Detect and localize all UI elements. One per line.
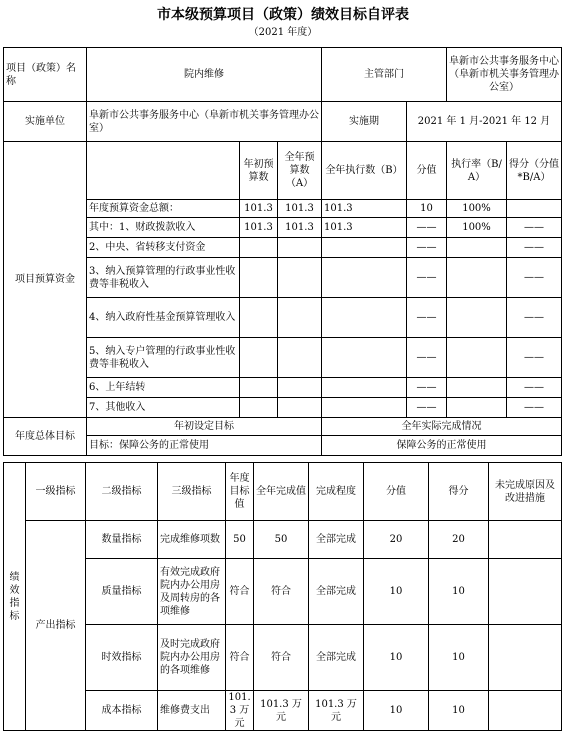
indicator-col-header: 分值	[364, 463, 429, 521]
budget-col-header: 得分（分值*B/A）	[507, 142, 562, 200]
budget-section-label: 项目预算资金	[4, 142, 87, 418]
budget-row-label: 4、纳入政府性基金预算管理收入	[87, 298, 240, 338]
budget-cell: ——	[407, 258, 447, 298]
budget-cell	[322, 258, 407, 298]
budget-cell	[278, 398, 322, 418]
impl-period-value: 2021 年 1 月-2021 年 12 月	[407, 102, 562, 142]
budget-cell: 100%	[447, 200, 507, 218]
impl-period-label: 实施期	[322, 102, 407, 142]
indicator-l2: 质量指标	[86, 559, 158, 625]
indicator-level1: 产出指标	[26, 521, 86, 731]
indicator-col-header: 一级指标	[26, 463, 86, 521]
budget-col-header: 全年执行数（B）	[322, 142, 407, 200]
budget-cell	[447, 378, 507, 398]
budget-cell	[447, 398, 507, 418]
impl-unit-value: 阜新市公共事务服务中心（阜新市机关事务管理办公室）	[87, 102, 322, 142]
indicator-reason	[489, 691, 562, 731]
budget-cell: 100%	[447, 218, 507, 238]
indicator-reason	[489, 625, 562, 691]
budget-cell: 101.3	[322, 200, 407, 218]
budget-cell: 101.3	[240, 218, 278, 238]
indicator-degree: 全部完成	[309, 521, 364, 559]
goals-actual-value: 保障公务的正常使用	[322, 436, 562, 456]
budget-cell: ——	[507, 218, 562, 238]
indicator-target: 符合	[226, 625, 254, 691]
table-row	[4, 338, 562, 378]
dept-label: 主管部门	[322, 48, 447, 102]
budget-cell	[322, 338, 407, 378]
budget-col-header: 分值	[407, 142, 447, 200]
budget-row-label: 7、其他收入	[87, 398, 240, 418]
budget-cell: 101.3	[240, 200, 278, 218]
indicator-l3: 维修费支出	[158, 691, 226, 731]
budget-cell: ——	[507, 238, 562, 258]
indicator-target: 50	[226, 521, 254, 559]
budget-cell	[507, 200, 562, 218]
goals-actual-label: 全年实际完成情况	[322, 418, 562, 436]
table-row	[4, 398, 562, 418]
budget-cell	[322, 298, 407, 338]
indicator-col-header: 三级指标	[158, 463, 226, 521]
budget-cell	[447, 298, 507, 338]
document-subtitle: （2021 年度）	[248, 27, 318, 38]
budget-header-blank	[87, 142, 240, 200]
budget-row-label: 5、纳入专户管理的行政事业性收费等非税收入	[87, 338, 240, 378]
indicator-score-value: 10	[364, 625, 429, 691]
indicator-col-header: 完成程度	[309, 463, 364, 521]
table-row	[4, 238, 562, 258]
budget-cell	[278, 298, 322, 338]
indicator-score: 20	[429, 521, 489, 559]
impl-unit-label: 实施单位	[4, 102, 87, 142]
budget-cell	[322, 238, 407, 258]
budget-cell: ——	[407, 218, 447, 238]
table-row	[4, 200, 562, 218]
budget-row-label: 2、中央、省转移支付资金	[87, 238, 240, 258]
budget-cell: ——	[407, 298, 447, 338]
budget-cell	[447, 338, 507, 378]
budget-cell: 101.3	[322, 218, 407, 238]
budget-cell: ——	[507, 378, 562, 398]
budget-col-header: 年初预算数	[240, 142, 278, 200]
budget-cell: ——	[507, 298, 562, 338]
indicator-col-header: 得分	[429, 463, 489, 521]
budget-row-label: 其中：1、财政拨款收入	[87, 218, 240, 238]
table-row	[4, 521, 562, 559]
dept-value: 阜新市公共事务服务中心（阜新市机关事务管理办公室）	[447, 48, 562, 102]
indicator-target: 101.3 万元	[226, 691, 254, 731]
indicator-col-header: 未完成原因及改进措施	[489, 463, 562, 521]
budget-cell	[240, 298, 278, 338]
table-row	[4, 298, 562, 338]
indicator-l3: 及时完成政府院内办公用房的各项维修	[158, 625, 226, 691]
indicator-actual: 50	[254, 521, 309, 559]
table-row	[4, 258, 562, 298]
budget-cell	[240, 338, 278, 378]
indicator-l2: 数量指标	[86, 521, 158, 559]
indicator-l2: 成本指标	[86, 691, 158, 731]
budget-cell: ——	[507, 338, 562, 378]
project-name: 院内维修	[87, 48, 322, 102]
indicator-actual: 符合	[254, 559, 309, 625]
indicator-score-value: 10	[364, 559, 429, 625]
budget-row-label: 年度预算资金总额：	[87, 200, 240, 218]
budget-cell	[447, 238, 507, 258]
indicator-col-header: 年度目标值	[226, 463, 254, 521]
table-row	[4, 625, 562, 691]
indicator-target: 符合	[226, 559, 254, 625]
budget-cell: 101.3	[278, 218, 322, 238]
indicator-reason	[489, 521, 562, 559]
budget-cell	[322, 398, 407, 418]
indicator-actual: 101.3 万元	[254, 691, 309, 731]
budget-cell	[278, 238, 322, 258]
indicator-score: 10	[429, 691, 489, 731]
indicator-score-value: 10	[364, 691, 429, 731]
budget-col-header: 全年预算数（A）	[278, 142, 322, 200]
budget-row-label: 6、上年结转	[87, 378, 240, 398]
document-title: 市本级预算项目（政策）绩效目标自评表	[157, 7, 409, 23]
indicator-score: 10	[429, 559, 489, 625]
project-name-label: 项目（政策）名称	[4, 48, 87, 102]
indicators-vertical-label: 绩效指标	[4, 463, 26, 731]
indicator-col-header: 全年完成值	[254, 463, 309, 521]
indicator-table	[3, 462, 562, 731]
goals-initial-label: 年初设定目标	[87, 418, 322, 436]
budget-cell	[278, 338, 322, 378]
goals-initial-value: 目标：保障公务的正常使用	[87, 436, 322, 456]
table-row	[4, 691, 562, 731]
budget-cell: ——	[407, 338, 447, 378]
budget-cell: ——	[407, 238, 447, 258]
budget-cell: 10	[407, 200, 447, 218]
budget-table	[3, 47, 562, 456]
budget-cell	[240, 258, 278, 298]
indicator-l3: 有效完成政府院内办公用房及周转房的各项维修	[158, 559, 226, 625]
budget-cell: ——	[407, 398, 447, 418]
indicator-degree: 全部完成	[309, 625, 364, 691]
indicator-reason	[489, 559, 562, 625]
budget-cell	[240, 238, 278, 258]
budget-cell	[240, 378, 278, 398]
budget-cell: 101.3	[278, 200, 322, 218]
goals-section-label: 年度总体目标	[4, 418, 87, 456]
indicator-actual: 符合	[254, 625, 309, 691]
indicator-l2: 时效指标	[86, 625, 158, 691]
table-row	[4, 218, 562, 238]
budget-cell: ——	[407, 378, 447, 398]
budget-cell: ——	[507, 398, 562, 418]
budget-cell	[447, 258, 507, 298]
indicator-degree: 全部完成	[309, 559, 364, 625]
budget-cell	[322, 378, 407, 398]
budget-cell: ——	[507, 258, 562, 298]
budget-col-header: 执行率（B/A）	[447, 142, 507, 200]
indicator-degree: 101.3 万元	[309, 691, 364, 731]
budget-cell	[278, 258, 322, 298]
indicator-col-header: 二级指标	[86, 463, 158, 521]
indicator-score: 10	[429, 625, 489, 691]
indicator-l3: 完成维修项数	[158, 521, 226, 559]
budget-row-label: 3、纳入预算管理的行政事业性收费等非税收入	[87, 258, 240, 298]
indicator-score-value: 20	[364, 521, 429, 559]
table-row	[4, 378, 562, 398]
budget-cell	[240, 398, 278, 418]
budget-cell	[278, 378, 322, 398]
table-row	[4, 559, 562, 625]
